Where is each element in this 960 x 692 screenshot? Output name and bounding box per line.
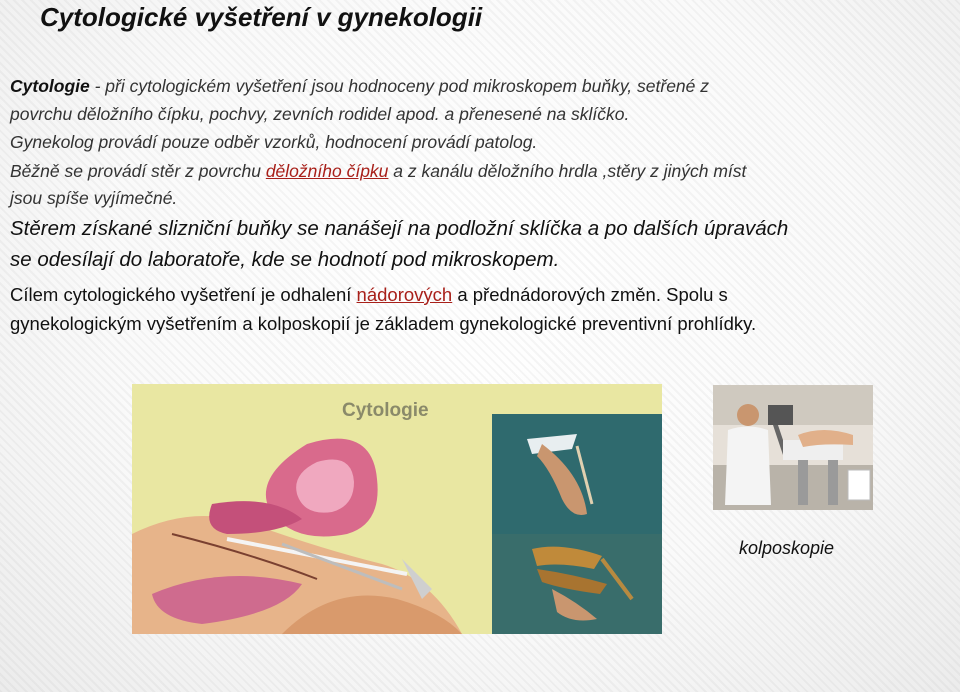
definition-line-3: Gynekolog provádí pouze odběr vzorků, hodnocení provádí patolog. xyxy=(10,132,538,152)
smear-text-start: Běžně se provádí stěr z povrchu xyxy=(10,161,266,181)
paragraph-smear-processing xyxy=(10,213,788,275)
goal-text-end: a přednádorových změn. Spolu s xyxy=(452,284,728,305)
paragraph-exam-goal xyxy=(10,280,756,338)
link-cervix[interactable]: děložního čípku xyxy=(265,161,389,181)
smear-text-line-2: jsou spíše vyjímečné. xyxy=(10,188,178,208)
illustration-label: Cytologie xyxy=(342,400,429,421)
doctor-coat xyxy=(725,427,771,506)
colposcopy-photo xyxy=(713,385,873,510)
smear-text-end: a z kanálu děložního hrdla ,stěry z jiných míst xyxy=(388,161,747,181)
paragraph-cytology-definition xyxy=(10,72,709,156)
paragraph-smear-location xyxy=(10,158,746,212)
speculum-photo xyxy=(492,534,662,634)
doctor-head xyxy=(737,404,759,426)
spatula-photo xyxy=(492,414,662,534)
definition-line-2: povrchu děložního čípku, pochvy, zevních rodidel apod. a přenesené na sklíčko. xyxy=(10,104,630,124)
page-title: Cytologické vyšetření v gynekologii xyxy=(40,2,483,32)
definition-line-1: - při cytologickém vyšetření jsou hodnoceny pod mikroskopem buňky, setřené z xyxy=(89,76,710,96)
processing-line-2: se odesílají do laboratoře, kde se hodnotí pod mikroskopem. xyxy=(10,248,560,271)
link-tumor[interactable]: nádorových xyxy=(356,284,453,305)
goal-text-line-2: gynekologickým vyšetřením a kolposkopií je základem gynekologické preventivní prohlídky. xyxy=(10,313,757,334)
colposcopy-caption: kolposkopie xyxy=(739,538,835,558)
term-cytologie: Cytologie xyxy=(10,76,90,96)
goal-text-start: Cílem cytologického vyšetření je odhalení xyxy=(10,284,357,305)
colposcope-device xyxy=(768,405,793,425)
processing-line-1: Stěrem získané slizniční buňky se nanášejí na podložní sklíčka a po dalších úpravách xyxy=(10,217,789,240)
cytology-illustration xyxy=(132,384,662,634)
